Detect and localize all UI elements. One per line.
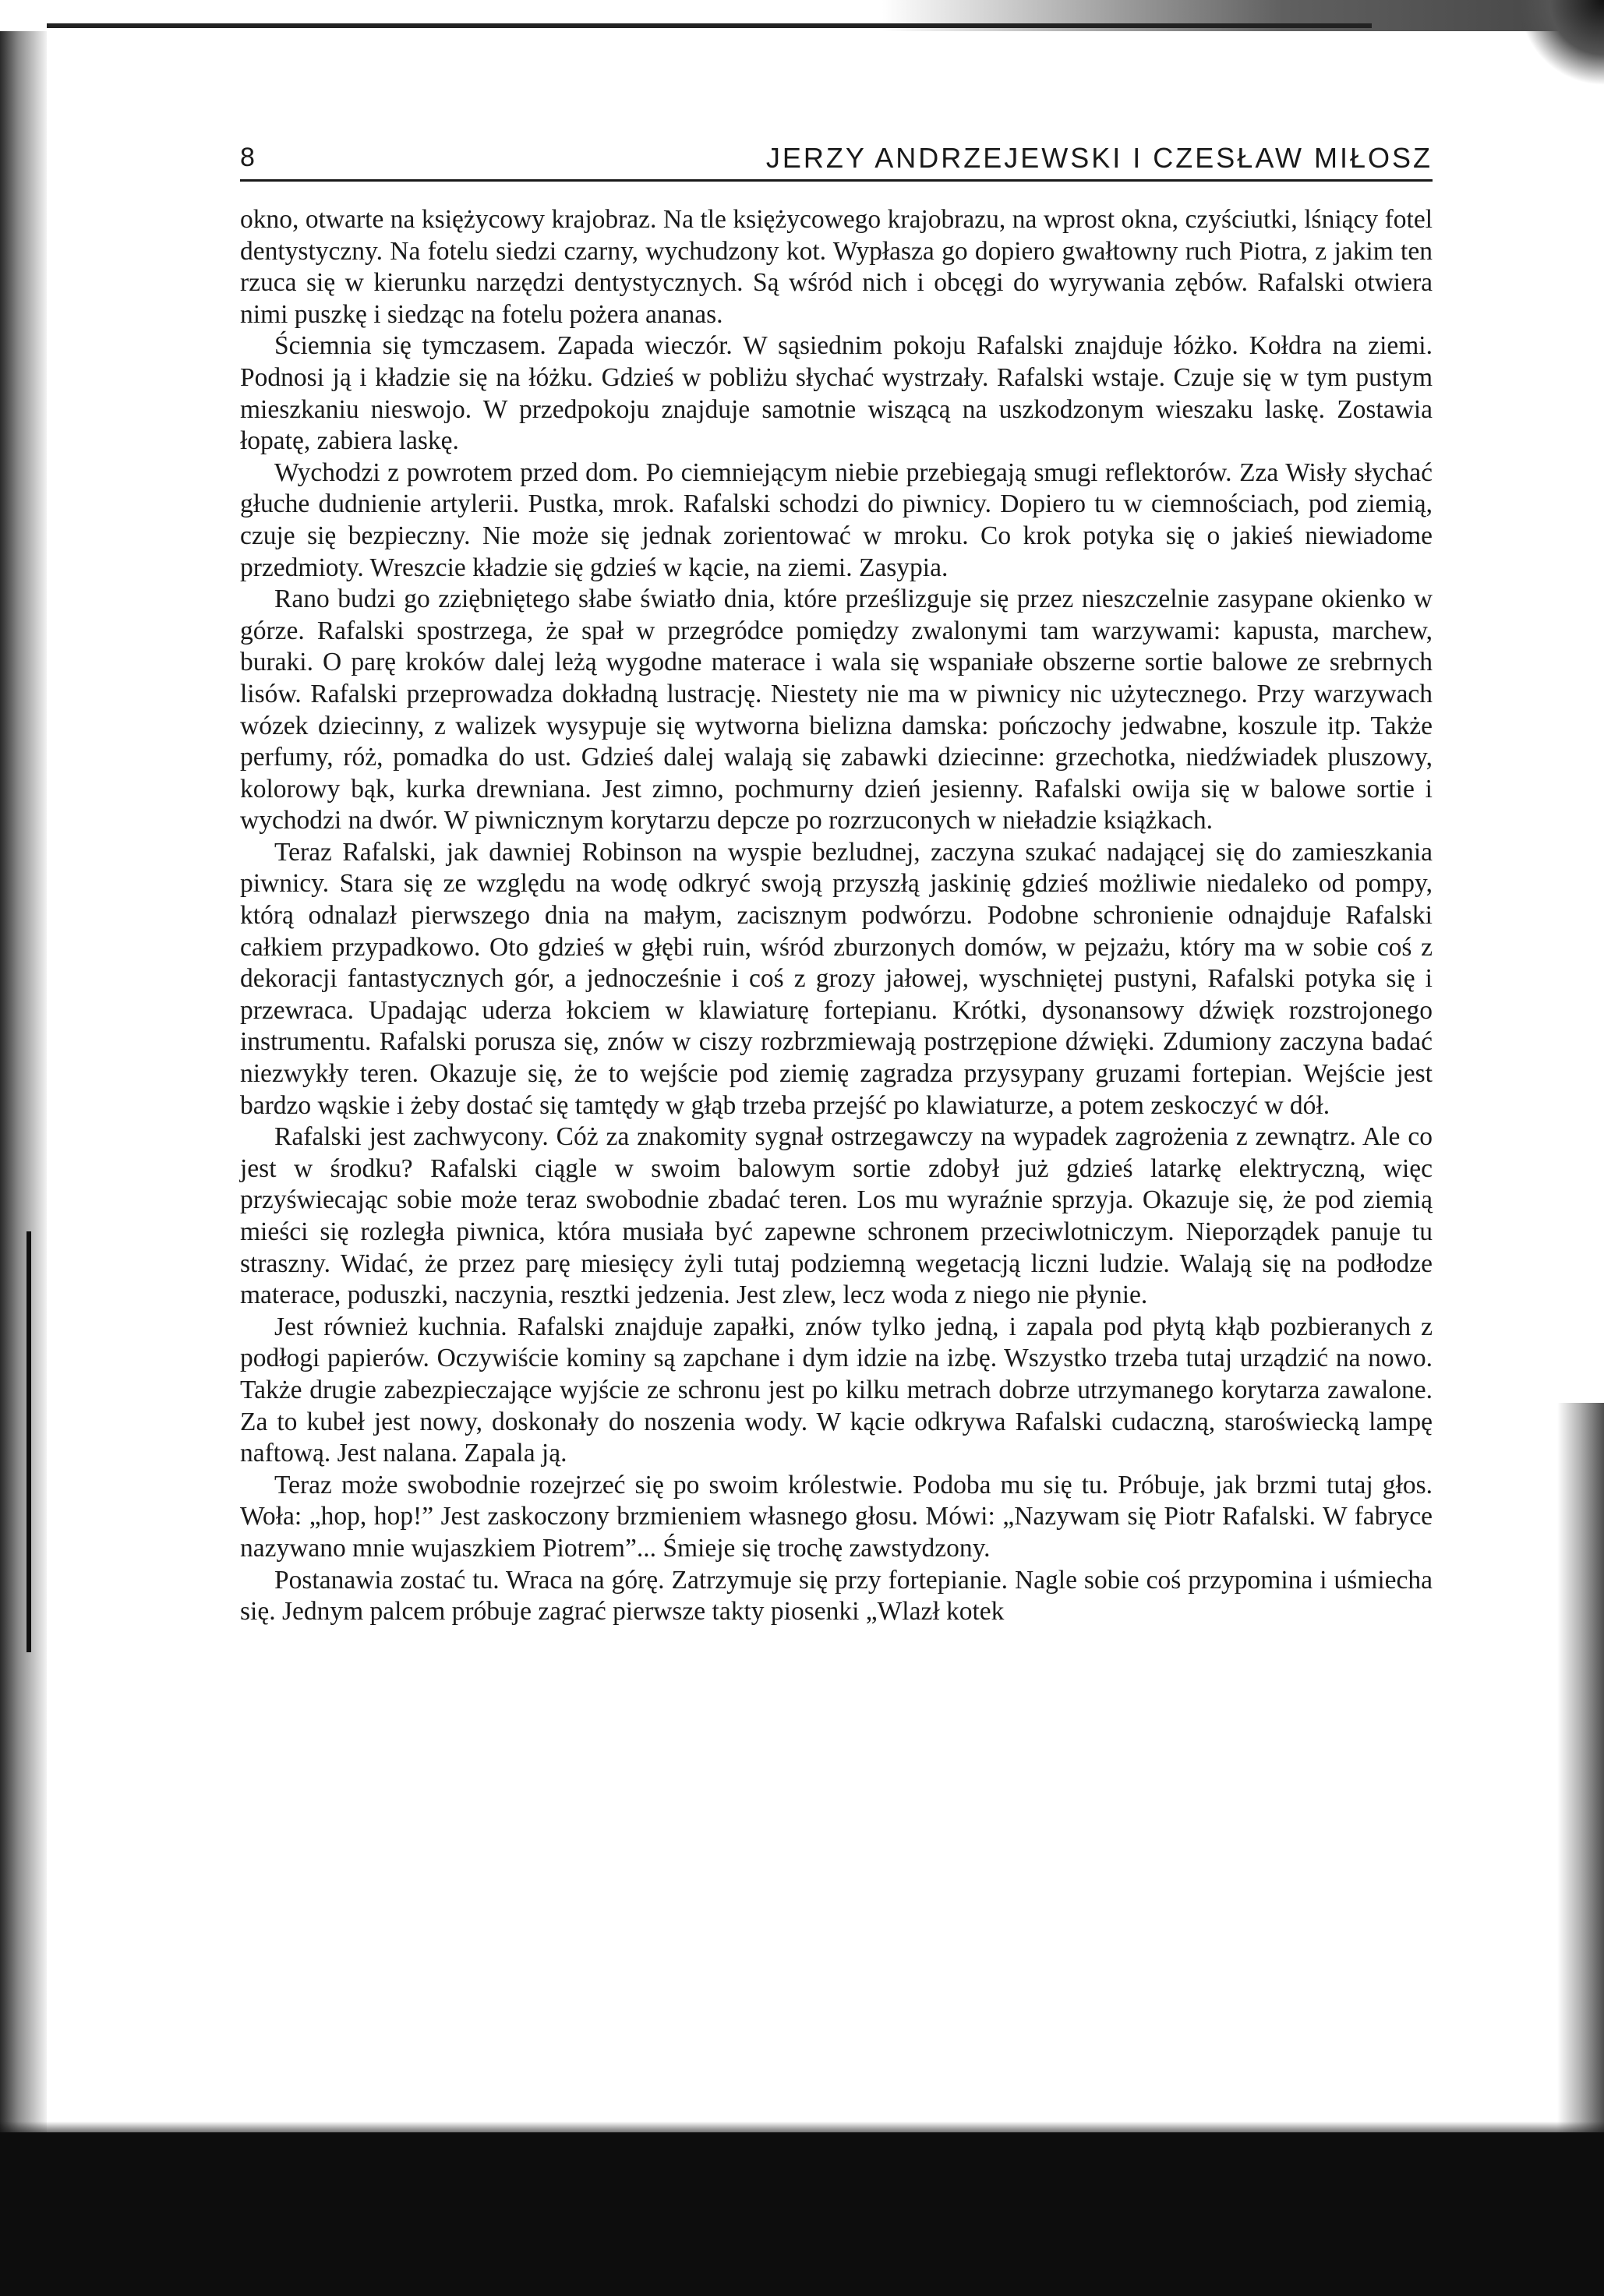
paragraph-9: Postanawia zostać tu. Wraca na górę. Zatrzymuje się przy fortepianie. Nagle sobie coś przypomina i uśmiecha się. Jednym palcem próbuje zagrać pierwsze takty piosenki „Wlazł kotek <box>240 1565 1433 1627</box>
paragraph-8: Teraz może swobodnie rozejrzeć się po swoim królestwie. Podoba mu się tu. Próbuje, jak brzmi tutaj głos. Woła: „hop, hop!” Jest zaskoczony brzmieniem własnego głosu. Mówi: „Nazywam się Piotr Rafalski. W fabryce nazywano mnie wujaszkiem Piotrem”... Śmieje się trochę zawstydzony. <box>240 1470 1433 1563</box>
scan-edge-line <box>47 23 1372 28</box>
scan-shadow-bottom <box>0 2132 1604 2296</box>
paragraph-5: Teraz Rafalski, jak dawniej Robinson na wyspie bezludnej, zaczyna szukać nadającej się do zamieszkania piwnicy. Stara się ze względu na wodę odkryć swoją przyszłą jaskinię gdzieś możliwie niedaleko od pompy, którą odnalazł pierwszego dnia na małym, zacisznym podwórzu. Podobne schronienie odnajduje Rafalski całkiem przypadkowo. Oto gdzieś w głębi ruin, wśród zburzonych domów, w pejzażu, który ma w sobie coś z dekoracji fantastycznych gór, a jednocześnie i coś z grozy jałowej, wyschniętej pustyni, Rafalski potyka się i przewraca. Upadając uderza łokciem w klawiaturę fortepianu. Krótki, dysonansowy dźwięk rozstrojonego instrumentu. Rafalski porusza się, znów w ciszy rozbrzmiewają postrzępione dźwięki. Zdumiony zaczyna badać niezwykły teren. Okazuje się, że to wejście pod ziemię zagradza przysypany gruzami fortepian. Wejście jest bardzo wąskie i żeby dostać się tamtędy w głąb trzeba przejść po klawiaturze, a potem zeskoczyć w dół. <box>240 837 1433 1120</box>
paragraph-3: Wychodzi z powrotem przed dom. Po ciemniejącym niebie przebiegają smugi reflektorów. Zza Wisły słychać głuche dudnienie artylerii. Pustka, mrok. Rafalski schodzi do piwnicy. Dopiero tu w ciemnościach, pod ziemią, czuje się bezpieczny. Nie może się jednak zorientować w mroku. Co krok potyka się o jakieś niewiadome przedmioty. Wreszcie kładzie się gdzieś w kącie, na ziemi. Zasypia. <box>240 457 1433 582</box>
running-head: JERZY ANDRZEJEWSKI I CZESŁAW MIŁOSZ <box>765 142 1433 174</box>
paragraph-4: Rano budzi go zziębniętego słabe światło dnia, które prześlizguje się przez nieszczelnie zasypane okienko w górze. Rafalski spostrzega, że spał w przegródce pomiędzy zwalonymi tam warzywami: kapusta, marchew, buraki. O parę kroków dalej leżą wygodne materace i wala się wspaniałe obszerne sortie balowe ze srebrnych lisów. Rafalski przeprowadza dokładną lustrację. Niestety nie ma w piwnicy nic użytecznego. Przy warzywach wózek dziecinny, z walizek wysypuje się wytworna bielizna damska: pończochy jedwabne, koszule itp. Także perfumy, róż, pomadka do ust. Gdzieś dalej walają się zabawki dziecinne: grzechotka, niedźwiadek pluszowy, kolorowy bąk, kurka drewniana. Jest zimno, pochmurny dzień jesienny. Rafalski owija się w balowe sortie i wychodzi na dwór. W piwnicznym korytarzu depcze po rozrzuconych w nieładzie książkach. <box>240 585 1433 835</box>
page-number: 8 <box>240 143 255 172</box>
page-header <box>240 132 1433 182</box>
paragraph-2: Ściemnia się tymczasem. Zapada wieczór. W sąsiednim pokoju Rafalski znajduje łóżko. Kołdra na ziemi. Podnosi ją i kładzie się na łóżku. Gdzieś w pobliżu słychać wystrzały. Rafalski wstaje. Czuje się w tym pustym mieszkaniu nieswojo. W przedpokoju znajduje samotnie wiszącą na uszkodzonym wieszaku laskę. Zostawia łopatę, zabiera laskę. <box>240 331 1433 456</box>
scan-binding-mark <box>26 1231 31 1652</box>
body-text <box>240 204 1433 1628</box>
paragraph-7: Jest również kuchnia. Rafalski znajduje zapałki, znów tylko jedną, i zapala pod płytą kłąb pozbieranych z podłogi papierów. Oczywiście kominy są zapchane i dym idzie na izbę. Wszystko trzeba tutaj urządzić na nowo. Także drugie zabezpieczające wyjście ze schronu jest po kilku metrach dobrze utrzymanego korytarza zawalone. Za to kubeł jest nowy, doskonały do noszenia wody. W kącie odkrywa Rafalski cudaczną, staroświecką lampę naftową. Jest nalana. Zapala ją. <box>240 1312 1433 1468</box>
scan-shadow-left <box>0 31 47 2296</box>
paragraph-1: okno, otwarte na księżycowy krajobraz. Na tle księżycowego krajobrazu, na wprost okna, czyściutki, lśniący fotel dentystyczny. Na fotelu siedzi czarny, wychudzony kot. Wypłasza go dopiero gwałtowny ruch Piotra, z jakim ten rzuca się w kierunku narzędzi dentystycznych. Są wśród nich i obcęgi do wyrywania zębów. Rafalski otwiera nimi puszkę i siedząc na fotelu pożera ananas. <box>240 205 1433 329</box>
paragraph-6: Rafalski jest zachwycony. Cóż za znakomity sygnał ostrzegawczy na wypadek zagrożenia z zewnątrz. Ale co jest w środku? Rafalski ciągle w swoim balowym sortie zdobył już gdzieś latarkę elektryczną, więc przyświecając sobie może teraz swobodnie zbadać teren. Los mu wyraźnie sprzyja. Okazuje się, że pod ziemią mieści się rozległa piwnica, która musiała być zapewne schronem przeciwlotniczym. Nieporządek panuje tu straszny. Widać, że przez parę miesięcy żyli tutaj podziemną wegetacją liczni ludzie. Walają się na podłodze materace, poduszki, naczynia, resztki jedzenia. Jest zlew, lecz woda z niego nie płynie. <box>240 1122 1433 1310</box>
scan-corner-shadow <box>1518 0 1604 86</box>
